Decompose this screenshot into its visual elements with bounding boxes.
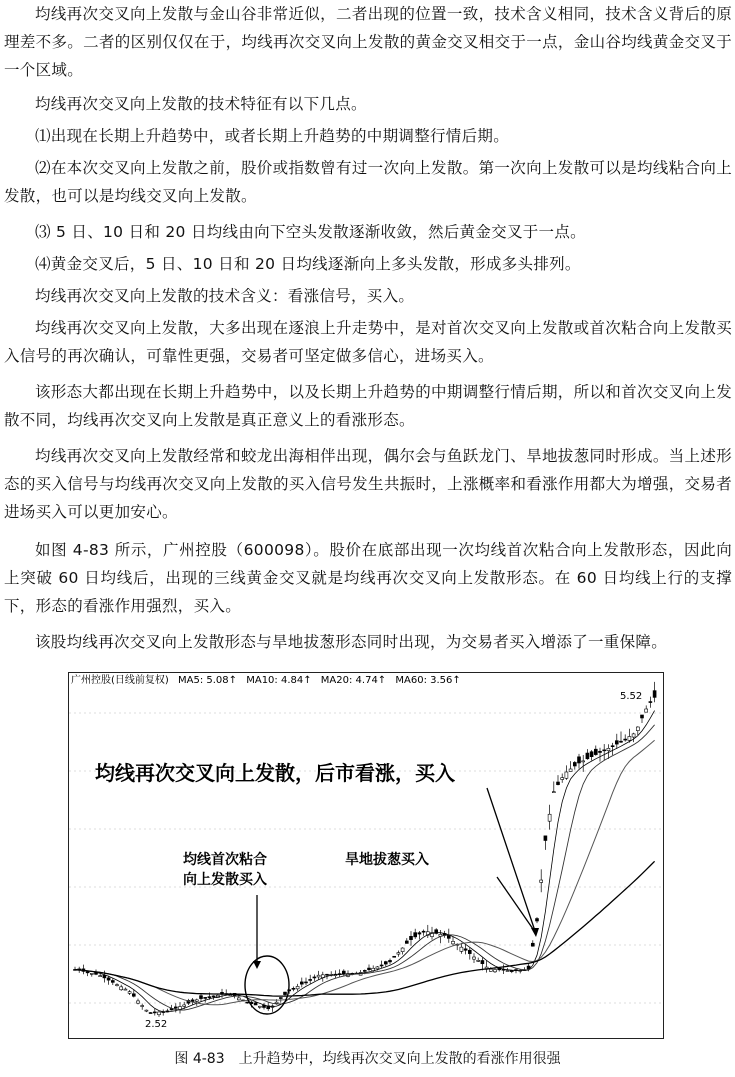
paragraph-7: 均线再次交叉向上发散的技术含义：看涨信号，买入。: [35, 287, 415, 305]
candle-body: [99, 976, 102, 977]
candle-body: [342, 971, 345, 974]
candle-body: [582, 761, 585, 762]
candle-body: [452, 941, 455, 944]
candle-body: [120, 987, 123, 990]
candle-body: [149, 1013, 152, 1014]
candle-body: [237, 998, 240, 1000]
candle-body: [536, 919, 539, 921]
paragraph-10: 均线再次交叉向上发散经常和蛟龙出海相伴出现，偶尔会与鱼跃龙门、旱地拔葱同时形成。当上述形态的买入信号与均线再次交叉向上发散的买入信号发生共振时，上涨概率和看涨作用都大为增强，交易者进场买入可以更加安心。: [4, 447, 732, 521]
paragraph-5: ⑶ 5 日、10 日和 20 日均线由向下空头发散逐渐收敛，然后黄金交叉于一点。: [35, 223, 586, 241]
candle-body: [393, 956, 396, 957]
paragraph-11: 如图 4-83 所示，广州控股（600098）。股价在底部出现一次均线首次粘合向上发散形态，因此向上突破 60 日均线后，出现的三线黄金交叉就是均线再次交叉向上发散形态。在 60 日均线上行的支撑下，形态的看涨作用强烈，买入。: [4, 541, 732, 615]
candle-body: [544, 836, 547, 841]
candle-body: [145, 1010, 148, 1011]
candle-body: [363, 970, 366, 971]
candle-body: [464, 949, 467, 950]
candle-body: [195, 1000, 198, 1001]
candle-body: [90, 973, 93, 974]
candle-body: [548, 814, 551, 821]
candle-body: [401, 948, 404, 952]
candle-body: [376, 967, 379, 969]
candle-body: [153, 1012, 156, 1013]
candle-body: [124, 989, 127, 990]
paragraph-4: ⑵在本次交叉向上发散之前，股价或指数曾有过一次向上发散。第一次向上发散可以是均线粘合向上发散，也可以是均线交叉向上发散。: [4, 159, 732, 205]
candle-body: [422, 931, 425, 932]
candle-body: [137, 1001, 140, 1003]
candle-body: [552, 792, 555, 793]
candle-body: [128, 992, 131, 994]
candle-body: [313, 977, 316, 978]
candle-body: [594, 749, 597, 754]
candle-body: [141, 1006, 144, 1007]
candle-body: [111, 980, 114, 982]
candle-body: [86, 972, 89, 973]
annotation-drought: 旱地拔葱买入: [345, 852, 429, 868]
candle-body: [200, 996, 203, 999]
candle-body: [641, 715, 644, 718]
candle-body: [107, 978, 110, 980]
candle-body: [481, 960, 484, 963]
paragraph-9: 该形态大都出现在长期上升趋势中，以及长期上升趋势的中期调整行情后期，所以和首次交叉向上发散不同，均线再次交叉向上发散是真正意义上的看涨形态。: [4, 383, 732, 429]
candle-body: [103, 975, 106, 978]
candle-body: [468, 950, 471, 953]
first-divergence-ellipse: [245, 956, 289, 1014]
candle-body: [506, 970, 509, 971]
main-annotation-arrowhead: [531, 928, 539, 937]
chart-title: 广州控股(日线前复权): [71, 675, 169, 686]
candle-body: [317, 975, 320, 977]
candle-body: [586, 753, 589, 759]
candle-body: [284, 992, 287, 995]
paragraph-12: 该股均线再次交叉向上发散形态与旱地拔葱形态同时出现，为交易者买入增添了一重保障。: [35, 633, 668, 651]
candle-body: [590, 752, 593, 757]
candle-body: [573, 762, 576, 766]
candle-body: [632, 734, 635, 737]
candle-body: [510, 971, 513, 972]
annotation-first-line1: 均线首次粘合: [183, 852, 267, 868]
candle-body: [460, 947, 463, 951]
candle-body: [649, 702, 652, 703]
candle-body: [397, 953, 400, 954]
candle-body: [405, 941, 408, 943]
candle-body: [204, 997, 207, 998]
candle-body: [305, 982, 308, 983]
ma10-label: MA10: 4.84↑: [246, 675, 312, 686]
candle-body: [418, 933, 421, 934]
candle-body: [599, 751, 602, 752]
candle-body: [611, 746, 614, 747]
paragraph-6: ⑷黄金交叉后，5 日、10 日和 20 日均线逐渐向上多头发散，形成多头排列。: [35, 255, 581, 273]
annotation-main: 均线再次交叉向上发散，后市看涨，买入: [95, 761, 455, 785]
candle-body: [300, 982, 303, 984]
candle-body: [380, 965, 383, 966]
main-annotation-arrow: [487, 788, 535, 931]
ma5-label: MA5: 5.08↑: [178, 675, 238, 686]
candle-body: [489, 969, 492, 971]
candle-body: [246, 1002, 249, 1003]
paragraph-8: 均线再次交叉向上发散，大多出现在逐浪上升走势中，是对首次交叉向上发散或首次粘合向上发散买入信号的再次确认，可靠性更强，交易者可坚定做多信心，进场买入。: [4, 319, 732, 365]
candle-body: [183, 1005, 186, 1006]
candle-body: [368, 968, 371, 970]
candle-body: [636, 727, 639, 731]
candle-body: [624, 739, 627, 740]
candle-body: [645, 709, 648, 712]
first-divergence-arrowhead: [253, 961, 261, 969]
candle-body: [607, 748, 610, 750]
candle-body: [116, 985, 119, 986]
candle-body: [540, 880, 543, 882]
ma60-line: [75, 861, 655, 996]
candle-body: [494, 969, 497, 971]
low-price-label: 2.52: [145, 1019, 168, 1030]
candle-body: [384, 962, 387, 964]
candle-body: [389, 960, 392, 961]
candle-body: [473, 957, 476, 959]
candle-body: [309, 979, 312, 980]
candle-body: [212, 996, 215, 997]
candle-body: [477, 960, 480, 961]
candle-body: [615, 741, 618, 744]
candle-body: [653, 691, 656, 698]
candle-body: [414, 933, 417, 937]
candle-body: [557, 782, 560, 785]
ma60-label: MA60: 3.56↑: [395, 675, 461, 686]
candle-body: [578, 757, 581, 763]
figure-caption: 图 4-83 上升趋势中，均线再次交叉向上发散的看涨作用很强: [174, 1051, 561, 1067]
candle-body: [258, 1006, 261, 1007]
candle-body: [561, 778, 564, 780]
candle-body: [191, 1000, 194, 1002]
candle-body: [208, 997, 211, 998]
candle-body: [132, 994, 135, 997]
candle-body: [254, 1003, 257, 1005]
ma20-label: MA20: 4.74↑: [320, 675, 387, 686]
stock-chart: [68, 672, 664, 1039]
annotation-first-line2: 向上发散买入: [183, 872, 267, 888]
candle-body: [292, 988, 295, 989]
candle-body: [326, 974, 329, 975]
candle-body: [565, 772, 568, 778]
paragraph-2: 均线再次交叉向上发散的技术特征有以下几点。: [35, 95, 367, 113]
candle-body: [531, 943, 534, 946]
drought-arrow: [497, 877, 533, 929]
candle-body: [275, 1002, 278, 1003]
candle-body: [410, 936, 413, 939]
candle-body: [628, 737, 631, 741]
candle-body: [296, 986, 299, 988]
high-price-label: 5.52: [620, 691, 643, 702]
paragraph-3: ⑴出现在长期上升趋势中，或者长期上升趋势的中期调整行情后期。: [35, 127, 510, 145]
candle-body: [447, 935, 450, 938]
candle-body: [620, 741, 623, 742]
paragraph-1: 均线再次交叉向上发散与金山谷非常近似，二者出现的位置一致，技术含义相同，技术含义背后的原理差不多。二者的区别仅仅在于，均线再次交叉向上发散的黄金交叉相交于一点，金山谷均线黄金交叉于一个区域。: [4, 5, 732, 79]
candle-body: [174, 1007, 177, 1008]
candle-body: [158, 1012, 161, 1015]
candle-body: [603, 750, 606, 751]
candle-body: [279, 998, 282, 999]
candle-body: [569, 769, 572, 772]
